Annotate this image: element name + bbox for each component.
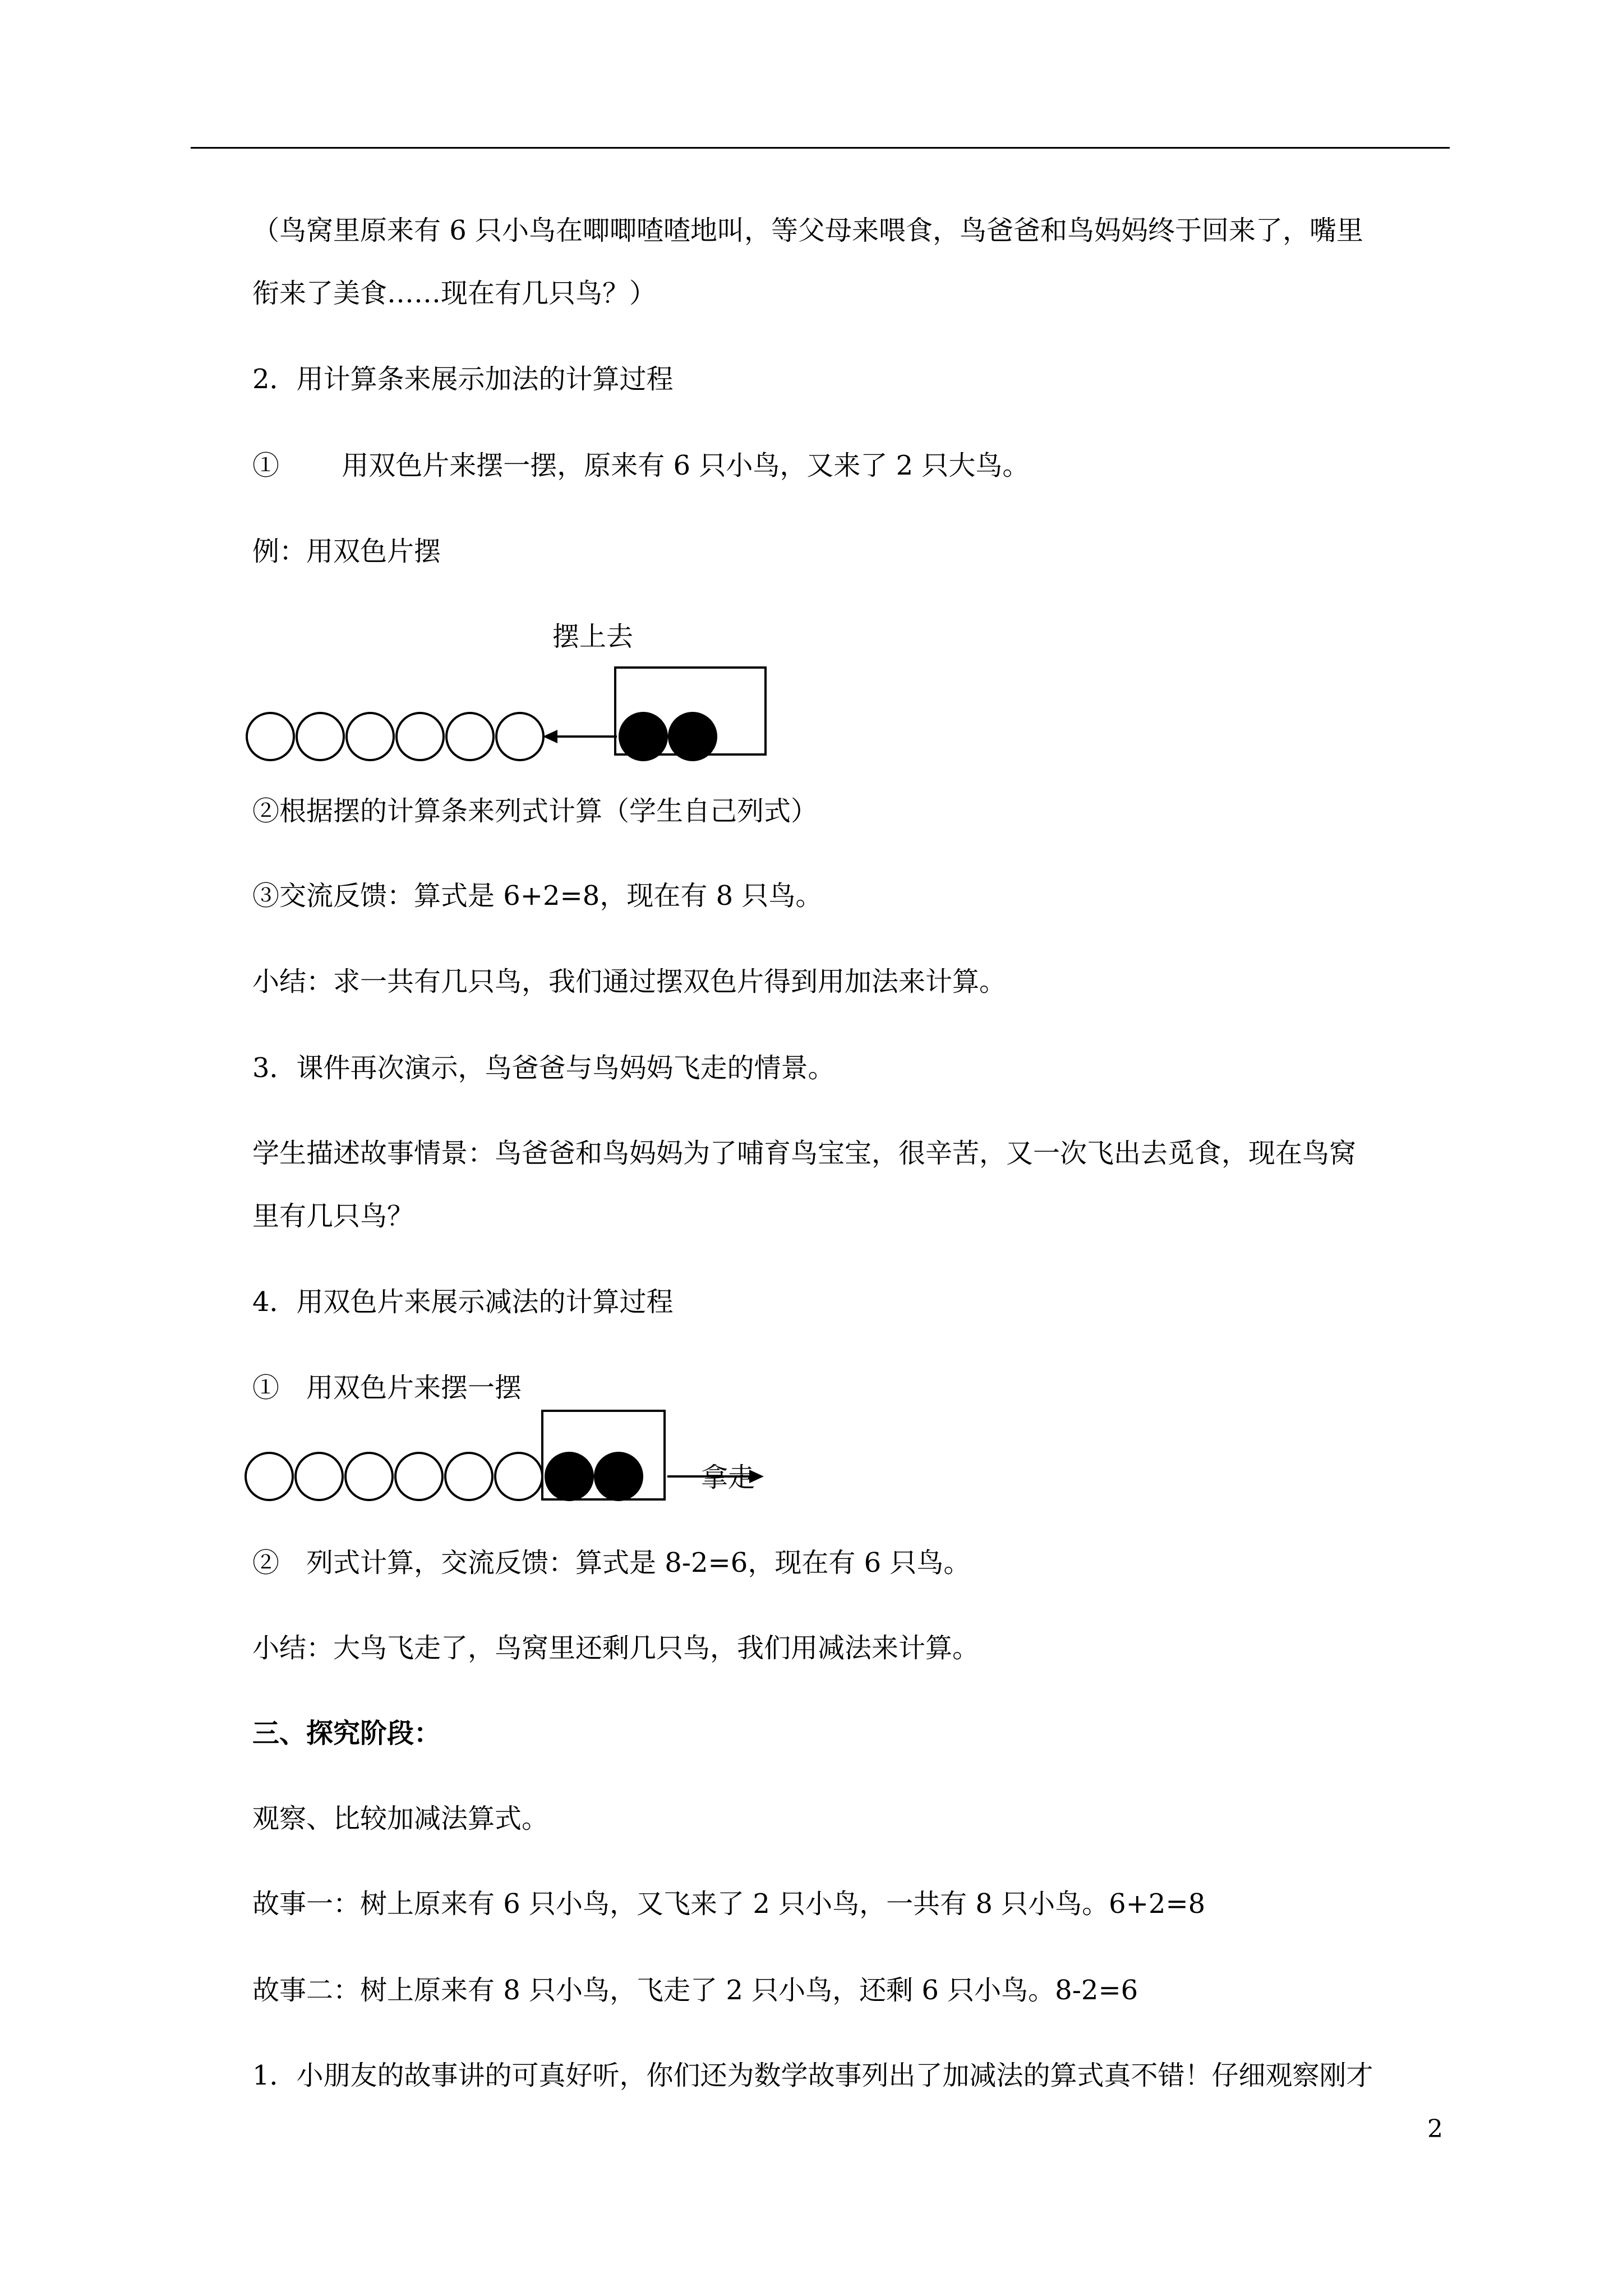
paragraph: 学生描述故事情景：鸟爸爸和鸟妈妈为了哺育鸟宝宝，很辛苦，又一次飞出去觅食，现在鸟窝 [252,1138,1357,1169]
black-counter [546,1453,593,1500]
white-counter [496,713,543,760]
paragraph: ① 用双色片来摆一摆，原来有 6 只小鸟，又来了 2 只大鸟。 [252,450,1030,481]
white-counter [395,1453,442,1500]
paragraph: （鸟窝里原来有 6 只小鸟在唧唧喳喳地叫，等父母来喂食，鸟爸爸和鸟妈妈终于回来了，嘴里 [252,215,1364,246]
paragraph: 观察、比较加减法算式。 [252,1803,549,1834]
white-counter [347,713,394,760]
white-counter [247,713,294,760]
paragraph: 2．用计算条来展示加法的计算过程 [252,364,674,395]
white-counter [297,713,344,760]
paragraph: 故事一：树上原来有 6 只小鸟，又飞来了 2 只小鸟，一共有 8 只小鸟。6+2=8 [252,1888,1206,1920]
white-counter [345,1453,393,1500]
paragraph: 小结：求一共有几只鸟，我们通过摆双色片得到用加法来计算。 [252,966,1007,997]
subtraction-diagram [246,1411,764,1500]
diagram1-label: 摆上去 [552,621,634,652]
section-heading: 三、探究阶段： [252,1718,441,1749]
paragraph: 里有几只鸟？ [252,1200,414,1232]
black-counter [595,1453,642,1500]
white-counter [246,1453,293,1500]
diagram1-arrowhead [543,730,557,743]
page-number: 2 [1427,2115,1443,2143]
paragraph: 4．用双色片来展示减法的计算过程 [252,1286,674,1318]
white-counter [446,713,494,760]
diagram2-label: 拿走 [701,1462,755,1493]
paragraph: 例：用双色片摆 [252,536,441,567]
paragraph: 1．小朋友的故事讲的可真好听，你们还为数学故事列出了加减法的算式真不错！仔细观察刚才 [252,2060,1373,2091]
black-counter [620,713,667,760]
white-counter [495,1453,542,1500]
black-counter [669,713,716,760]
paragraph: ② 列式计算，交流反馈：算式是 8-2=6，现在有 6 只鸟。 [252,1547,971,1579]
white-counter [396,713,444,760]
white-counter [296,1453,343,1500]
paragraph: 故事二：树上原来有 8 只小鸟，飞走了 2 只小鸟，还剩 6 只小鸟。8-2=6 [252,1975,1138,2006]
paragraph: ③交流反馈：算式是 6+2=8，现在有 8 只鸟。 [252,880,823,912]
paragraph: 衔来了美食……现在有几只鸟？） [252,278,657,309]
addition-diagram [247,621,766,760]
white-counter [445,1453,492,1500]
paragraph: 3．课件再次演示，鸟爸爸与鸟妈妈飞走的情景。 [252,1052,835,1084]
paragraph: ②根据摆的计算条来列式计算（学生自己列式） [252,795,818,827]
paragraph: ① 用双色片来摆一摆 [252,1372,522,1404]
paragraph: 小结：大鸟飞走了，鸟窝里还剩几只鸟，我们用减法来计算。 [252,1632,980,1664]
